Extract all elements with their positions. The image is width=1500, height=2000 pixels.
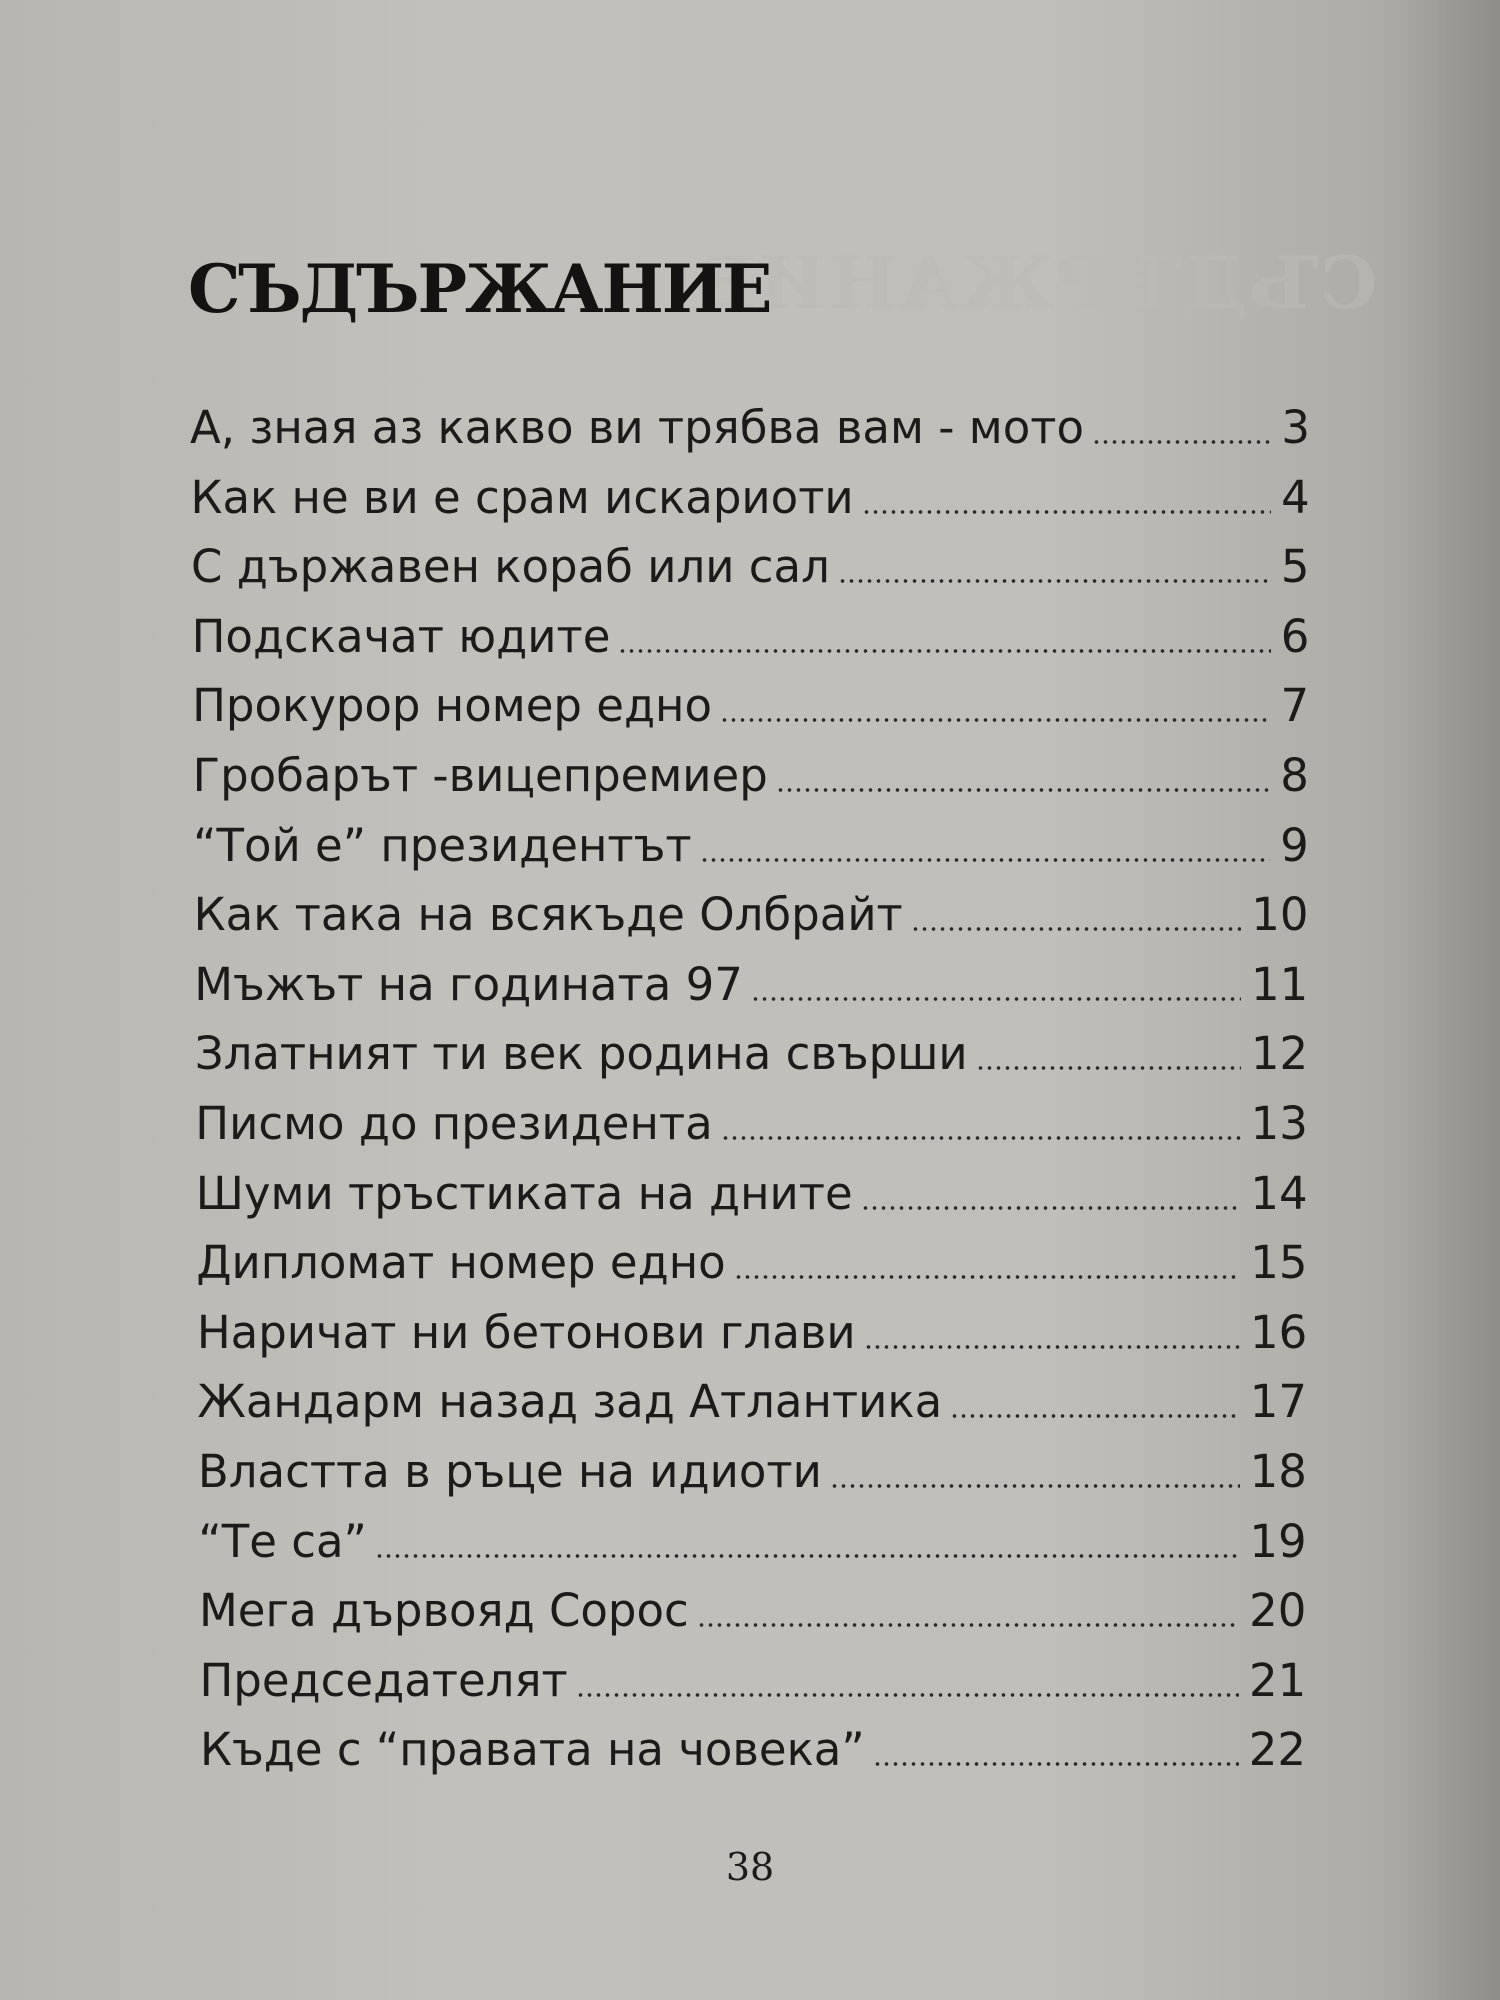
toc-entry-page: 19 bbox=[1249, 1514, 1307, 1568]
toc-entry bbox=[198, 1512, 1306, 1572]
toc-entry-page: 14 bbox=[1250, 1166, 1308, 1220]
toc-entry-title: Мега дървояд Сорос bbox=[198, 1584, 689, 1638]
dot-leader bbox=[950, 1414, 1240, 1418]
dot-leader bbox=[751, 997, 1241, 1001]
toc-entry-page: 6 bbox=[1280, 609, 1310, 663]
dot-leader bbox=[700, 858, 1270, 862]
toc-entry-page: 5 bbox=[1280, 540, 1310, 594]
toc-entry bbox=[197, 1303, 1307, 1363]
toc-entry bbox=[200, 1720, 1306, 1780]
toc-entry-page: 22 bbox=[1248, 1723, 1306, 1777]
toc-entry-title: А, зная аз какво ви трябва вам - мото bbox=[190, 401, 1084, 454]
dot-leader bbox=[861, 1206, 1241, 1210]
toc-entry-title: Как така на всякъде Олбрайт bbox=[193, 888, 903, 942]
dot-leader bbox=[734, 1275, 1241, 1279]
toc-entry-title: С държавен кораб или сал bbox=[191, 540, 830, 594]
dot-leader bbox=[862, 510, 1271, 514]
toc-entry-title: Председателят bbox=[199, 1653, 568, 1707]
toc-entry-page: 18 bbox=[1249, 1445, 1307, 1498]
toc-entry-page: 9 bbox=[1280, 818, 1309, 872]
dot-leader bbox=[838, 579, 1271, 583]
toc-entry-title: Жандарм назад зад Атлантика bbox=[197, 1375, 943, 1429]
toc-entry bbox=[190, 398, 1310, 458]
toc-entry bbox=[191, 537, 1310, 597]
toc-entry-page: 20 bbox=[1249, 1584, 1307, 1638]
dot-leader bbox=[721, 1136, 1241, 1140]
dot-leader bbox=[576, 1693, 1239, 1697]
dot-leader bbox=[375, 1554, 1240, 1558]
dot-leader bbox=[830, 1484, 1240, 1488]
toc-entry-page: 13 bbox=[1250, 1097, 1308, 1150]
bleed-through-title: СЪДЪРЖАНИЕ bbox=[700, 240, 1378, 325]
dot-leader bbox=[618, 649, 1270, 653]
toc-entry-title: Гробарът -вицепремиер bbox=[192, 749, 768, 802]
toc-entry-title: Как не ви е срам искариоти bbox=[190, 470, 854, 524]
toc-entry bbox=[192, 676, 1309, 736]
toc-entry bbox=[195, 1024, 1308, 1084]
page-title: СЪДЪРЖАНИЕ bbox=[188, 250, 771, 328]
dot-leader bbox=[697, 1623, 1239, 1627]
dot-leader bbox=[720, 718, 1270, 722]
toc-entry-title: Златният ти век родина свърши bbox=[194, 1027, 968, 1081]
toc-entry bbox=[196, 1164, 1308, 1224]
toc-entry-page: 8 bbox=[1280, 749, 1309, 802]
dot-leader bbox=[873, 1762, 1239, 1766]
toc-entry bbox=[197, 1372, 1307, 1432]
toc-entry-title: Къде с “правата на човека” bbox=[200, 1723, 865, 1777]
toc-entry bbox=[198, 1442, 1307, 1502]
toc-entry bbox=[193, 816, 1309, 876]
toc-entry-page: 21 bbox=[1248, 1653, 1307, 1707]
toc-entry bbox=[199, 1581, 1306, 1641]
toc-entry-title: “Той е” президентът bbox=[193, 818, 692, 872]
toc-entry bbox=[199, 1651, 1306, 1711]
toc-entry-title: Шуми тръстиката на дните bbox=[195, 1166, 853, 1220]
dot-leader bbox=[776, 788, 1270, 792]
toc-entry-title: Мъжът на годината 97 bbox=[194, 957, 743, 1011]
toc-entry bbox=[196, 1233, 1307, 1293]
toc-entry-page: 17 bbox=[1249, 1375, 1308, 1429]
toc-entry-page: 16 bbox=[1249, 1305, 1308, 1359]
dot-leader bbox=[976, 1066, 1241, 1070]
toc-entry bbox=[194, 885, 1309, 945]
toc-entry bbox=[191, 468, 1310, 528]
dot-leader bbox=[911, 927, 1241, 931]
toc-entry-page: 12 bbox=[1250, 1027, 1309, 1081]
toc-entry-page: 11 bbox=[1251, 957, 1309, 1011]
toc-entry-title: Подскачат юдите bbox=[191, 609, 611, 663]
toc-entry bbox=[192, 607, 1310, 667]
toc-entry-page: 10 bbox=[1251, 888, 1309, 942]
toc-entry-title: Властта в ръце на идиоти bbox=[197, 1445, 822, 1498]
toc-entry-title: Писмо до президента bbox=[195, 1097, 713, 1150]
toc-entry bbox=[193, 746, 1309, 806]
toc-entry-page: 7 bbox=[1280, 679, 1310, 733]
toc-entry-page: 4 bbox=[1281, 470, 1310, 524]
dot-leader bbox=[864, 1345, 1240, 1349]
dot-leader bbox=[1092, 440, 1271, 444]
page-number: 38 bbox=[725, 1845, 775, 1889]
toc-entry-title: Прокурор номер едно bbox=[192, 679, 713, 733]
toc-entry bbox=[195, 1094, 1308, 1154]
toc-entry-page: 3 bbox=[1281, 401, 1310, 454]
toc-entry-title: “Те са” bbox=[198, 1514, 367, 1568]
toc-entry bbox=[194, 955, 1308, 1015]
toc-entry-title: Наричат ни бетонови глави bbox=[196, 1305, 856, 1359]
toc-entry-page: 15 bbox=[1250, 1236, 1308, 1290]
toc-entry-title: Дипломат номер едно bbox=[196, 1236, 726, 1290]
